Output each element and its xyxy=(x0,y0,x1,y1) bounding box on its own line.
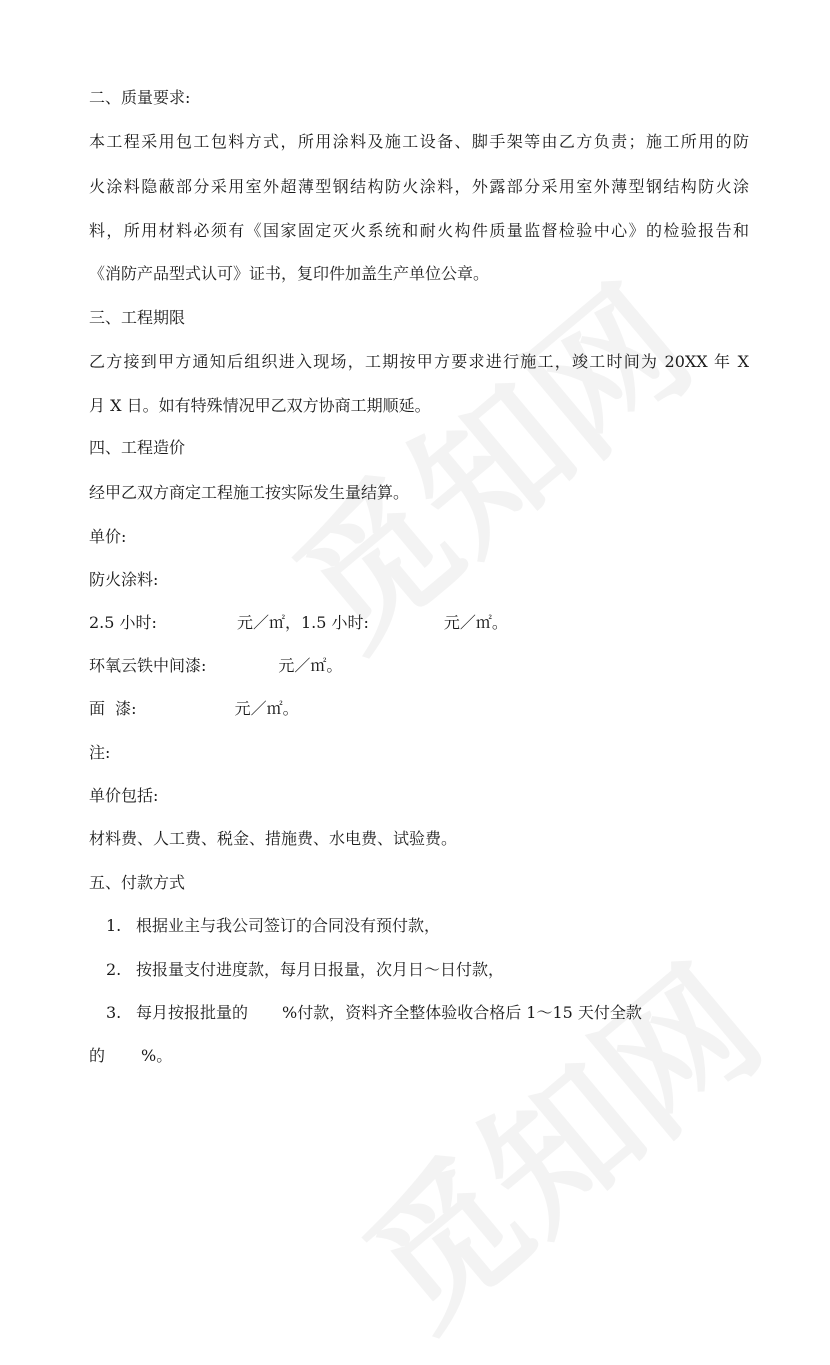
payment-item xyxy=(106,914,766,938)
note-label: 注: xyxy=(89,743,111,762)
paragraph-line: 乙方接到甲方通知后组织进入现场，工期按甲方要求进行施工，竣工时间为 20XX 年 X xyxy=(89,352,749,371)
topcoat-label: 面 漆: xyxy=(89,699,137,718)
paragraph-line: 《消防产品型式认可》证书，复印件加盖生产单位公章。 xyxy=(89,264,490,283)
fireproof-coating-label: 防火涂料: xyxy=(89,570,159,589)
payment-item-number: 1. xyxy=(106,916,122,935)
payment-tail xyxy=(89,1044,749,1068)
section-heading-payment: 五、付款方式 xyxy=(89,873,186,892)
section-heading-quality: 二、质量要求: xyxy=(89,88,191,107)
price-25-label: 2.5 小时: xyxy=(89,613,157,632)
paragraph-line: 本工程采用包工包料方式，所用涂料及施工设备、脚手架等由乙方负责；施工所用的防 xyxy=(89,132,749,151)
topcoat-unit: 元／㎡。 xyxy=(234,699,299,718)
payment-tail-b: %。 xyxy=(141,1046,173,1065)
paragraph-line: 料，所用材料必须有《国家固定灭火系统和耐火构件质量监督检验中心》的检验报告和 xyxy=(89,221,749,240)
payment-tail-a: 的 xyxy=(89,1046,106,1065)
payment-item-text-a: 每月按报批量的 xyxy=(136,1003,249,1022)
includes-label: 单价包括: xyxy=(89,786,159,805)
paragraph-line: 火涂料隐蔽部分采用室外超薄型钢结构防火涂料，外露部分采用室外薄型钢结构防火涂 xyxy=(89,177,749,196)
paragraph-line: 月 X 日。如有特殊情况甲乙双方协商工期顺延。 xyxy=(89,396,431,415)
section-heading-cost: 四、工程造价 xyxy=(89,438,186,457)
unit-price-label: 单价: xyxy=(89,527,127,546)
payment-item-number: 2. xyxy=(106,960,122,979)
fireproof-price-row xyxy=(89,611,749,635)
topcoat-price-row xyxy=(89,697,749,721)
price-25-unit: 元／㎡， xyxy=(236,613,301,632)
epoxy-unit: 元／㎡。 xyxy=(278,656,343,675)
includes-text: 材料费、人工费、税金、措施费、水电费、试验费。 xyxy=(89,829,458,848)
epoxy-label: 环氧云铁中间漆: xyxy=(89,656,207,675)
price-15-unit: 元／㎡。 xyxy=(443,613,508,632)
payment-item-text: 按报量支付进度款，每月日报量，次月日～日付款， xyxy=(136,960,505,979)
settlement-text: 经甲乙双方商定工程施工按实际发生量结算。 xyxy=(89,483,410,502)
epoxy-price-row xyxy=(89,654,749,678)
payment-item-text-b: %付款，资料齐全整体验收合格后 1～15 天付全款 xyxy=(282,1003,642,1022)
payment-item-number: 3. xyxy=(106,1003,122,1022)
price-15-label: 1.5 小时: xyxy=(300,613,369,632)
section-heading-period: 三、工程期限 xyxy=(89,308,186,327)
payment-item-text: 根据业主与我公司签订的合同没有预付款， xyxy=(136,916,441,935)
payment-item xyxy=(106,958,766,982)
payment-item xyxy=(106,1001,766,1025)
